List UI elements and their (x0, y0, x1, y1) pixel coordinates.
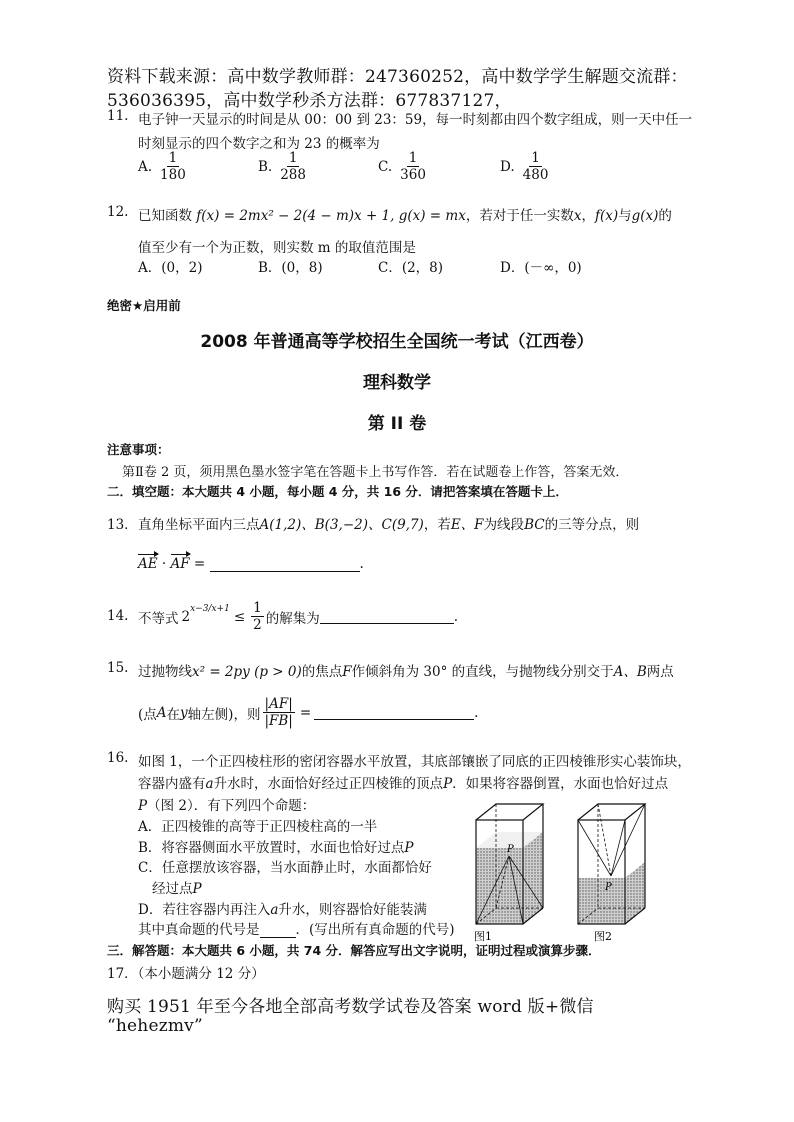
q11-line1: 电子钟一天显示的时间是从 00：00 到 23：59，每一时刻都由四个数字组成，则一天中任一 (138, 112, 693, 128)
q12-formula: f(x) = 2mx² − 2(4 − m)x + 1, g(x) = mx (196, 208, 466, 224)
q15-var: F (342, 664, 352, 680)
q15-var: A (156, 704, 167, 721)
q16-text: 经过点 (152, 881, 193, 897)
q13-text: 为线段 (483, 517, 525, 533)
figure-1-label: 图1 (474, 930, 492, 942)
q12-text: 已知函数 (138, 208, 192, 224)
figure-2-label: 图2 (594, 930, 612, 942)
q16-text: 容器内盛有 (138, 776, 206, 792)
q16-var: P (443, 776, 453, 792)
volume-title: 第 II 卷 (367, 414, 427, 434)
q13-line2 (138, 556, 364, 572)
q16-line3 (138, 794, 315, 814)
q15-formula: x² = 2py (p > 0) (192, 664, 302, 680)
q16-option-a: A．正四棱锥的高等于正四棱柱高的一半 (138, 819, 378, 835)
q14-base: 2 (181, 608, 191, 625)
q14-answer-blank[interactable] (320, 609, 454, 624)
q16-option-d (138, 898, 427, 918)
q15-var: y (180, 704, 188, 721)
figure-1-diagram (474, 804, 543, 942)
option-label: D. (500, 158, 515, 175)
q12-number: 12. (107, 204, 129, 220)
footer-line-1: 购买 1951 年至今各地全部高考数学试卷及答案 word 版+微信 (107, 997, 594, 1017)
q13-text: 的三等分点，则 (544, 517, 640, 533)
source-line-2: 536036395，高中数学秒杀方法群：677837127， (107, 91, 512, 111)
q16-text: D．若往容器内再注入 (138, 902, 271, 918)
notice-text: 第Ⅱ卷 2 页，须用黑色墨水签字笔在答题卡上书写作答．若在试题卷上作答，答案无效． (122, 465, 629, 480)
q16-text: ．(写出所有真命题的代号) (295, 922, 455, 938)
q12-text: ， (581, 208, 595, 224)
q15-answer-blank[interactable] (314, 705, 474, 720)
q15-text: 在 (166, 706, 181, 723)
notice-heading: 注意事项： (107, 442, 170, 457)
q14-text: 不等式 (138, 610, 179, 627)
q16-text: 升水，则容器恰好能装满 (278, 902, 427, 918)
q15-text: 两点 (646, 664, 674, 680)
option-denominator: 288 (280, 167, 306, 183)
q15-text: 作倾斜角为 30° 的直线，与抛物线分别交于 (351, 664, 614, 680)
q11-line2: 时刻显示的四个数字之和为 23 的概率为 (138, 136, 380, 152)
q12-option-d: D．(－∞，0) (500, 260, 582, 276)
section-2-heading: 二．填空题：本大题共 4 小题，每小题 4 分，共 16 分．请把答案填在答题卡上． (107, 484, 568, 499)
option-denominator: 360 (400, 167, 426, 183)
vector-af: AF (170, 556, 190, 572)
q16-number: 16. (107, 750, 129, 766)
section-3-heading: 三．解答题：本大题共 6 小题，共 74 分．解答应写出文字说明，证明过程或演算步骤． (107, 943, 601, 958)
q16-answer-blank[interactable] (260, 925, 296, 938)
q15-number: 15. (107, 660, 129, 676)
q13-end: . (359, 556, 364, 572)
q15-eq: = (299, 704, 312, 721)
q12-text: 的 (658, 208, 672, 224)
option-numerator: 1 (531, 150, 540, 166)
q13-answer-blank[interactable] (210, 557, 360, 572)
q13-number: 13． (107, 517, 138, 533)
q11-number: 11. (107, 108, 129, 124)
q14-text: 的解集为 (265, 610, 320, 627)
q15-text: (点 (138, 706, 157, 723)
q13-points: A(1,2)、B(3,−2)、C(9,7) (259, 517, 424, 533)
q13-var: E、F (450, 517, 484, 533)
q16-var: P (192, 881, 202, 897)
option-denominator: 480 (522, 167, 549, 183)
q12-text: ，若对于任一实数 (465, 208, 574, 224)
q15-line2 (138, 696, 478, 729)
q16-text: 升水时，水面恰好经过正四棱锥的顶点 (213, 776, 444, 792)
option-numerator: 1 (408, 150, 418, 166)
q12-option-a: A．(0，2) (138, 260, 203, 276)
q14-end: . (453, 608, 459, 625)
q15-text: 轴左侧)，则 (187, 706, 261, 723)
q16-var: P (138, 798, 148, 814)
q15-var: A、B (613, 664, 647, 680)
q11-option-b (258, 150, 310, 183)
q16-line2 (138, 772, 668, 792)
q16-question-line (138, 918, 455, 938)
q15-frac-num: |AF| (264, 696, 293, 712)
subject-title: 理科数学 (363, 373, 431, 393)
q16-line1: 如图 1，一个正四棱柱形的密闭容器水平放置，其底部镶嵌了同底的正四棱锥形实心装饰块， (138, 754, 691, 770)
q12-var: x (573, 208, 582, 224)
q16-option-c: C．任意摆放该容器，当水面静止时，水面都恰好 (138, 860, 432, 876)
q14-leq: ≤ (233, 608, 246, 625)
exam-title: 2008 年普通高等学校招生全国统一考试（江西卷） (200, 332, 594, 352)
q11-option-a (138, 150, 190, 183)
option-label: B. (258, 158, 273, 175)
q16-option-c-cont (152, 877, 202, 897)
q16-var: a (270, 902, 279, 918)
q12-option-c: C．(2，8) (378, 260, 444, 276)
q12-var: f(x) (594, 208, 619, 224)
option-label: A. (138, 158, 153, 175)
q13-var: BC (524, 517, 545, 533)
q13-line1 (138, 513, 639, 533)
q12-var: g(x) (631, 208, 659, 224)
q13-text: 直角坐标平面内三点 (138, 517, 260, 533)
q13-dot: · (161, 556, 167, 572)
q14-number: 14. (107, 608, 129, 624)
figure-2-diagram (578, 804, 645, 942)
figure-2-point-p: P (605, 882, 612, 893)
q13-text: ，若 (423, 517, 451, 533)
vector-ae: AE (138, 556, 158, 572)
option-denominator: 180 (160, 167, 186, 183)
q14-exponent: x−3/x+1 (190, 603, 230, 614)
option-label: C. (378, 158, 393, 175)
q14-frac-num: 1 (253, 600, 262, 616)
q15-line1 (138, 660, 674, 680)
q16-text: ．如果将容器倒置，水面也恰好过点 (452, 776, 669, 792)
q12-line1 (138, 204, 672, 224)
q15-end: . (474, 704, 479, 721)
q16-text: （图 2）．有下列四个命题： (147, 798, 316, 814)
q16-figures (468, 800, 668, 942)
q16-text: B．将容器侧面水平放置时，水面也恰好过点 (138, 840, 405, 856)
option-numerator: 1 (168, 150, 178, 166)
question-17: 17．（本小题满分 12 分） (107, 966, 265, 982)
q12-text: 与 (618, 208, 632, 224)
q13-eq: = (193, 556, 206, 572)
q14-line (138, 600, 458, 633)
figure-1-point-p: P (507, 844, 514, 855)
q12-line2: 值至少有一个为正数，则实数 m 的取值范围是 (138, 240, 416, 256)
q14-frac-den: 2 (253, 617, 262, 633)
q16-text: 其中真命题的代号是 (138, 922, 260, 938)
footer-line-2: “hehezmv” (107, 1016, 203, 1036)
q16-var: P (404, 840, 414, 856)
q15-frac-den: |FB| (264, 713, 293, 729)
q11-option-c (378, 150, 430, 183)
q12-option-b: B．(0，8) (258, 260, 323, 276)
q16-var: a (205, 776, 214, 792)
q16-option-b (138, 836, 414, 856)
q11-option-d (500, 150, 552, 183)
q15-text: 过抛物线 (138, 664, 192, 680)
option-numerator: 1 (288, 150, 298, 166)
secret-mark: 绝密★启用前 (107, 298, 181, 313)
q15-text: 的焦点 (301, 664, 343, 680)
source-line-1: 资料下载来源：高中数学教师群：247360252，高中数学学生解题交流群： (107, 67, 688, 87)
